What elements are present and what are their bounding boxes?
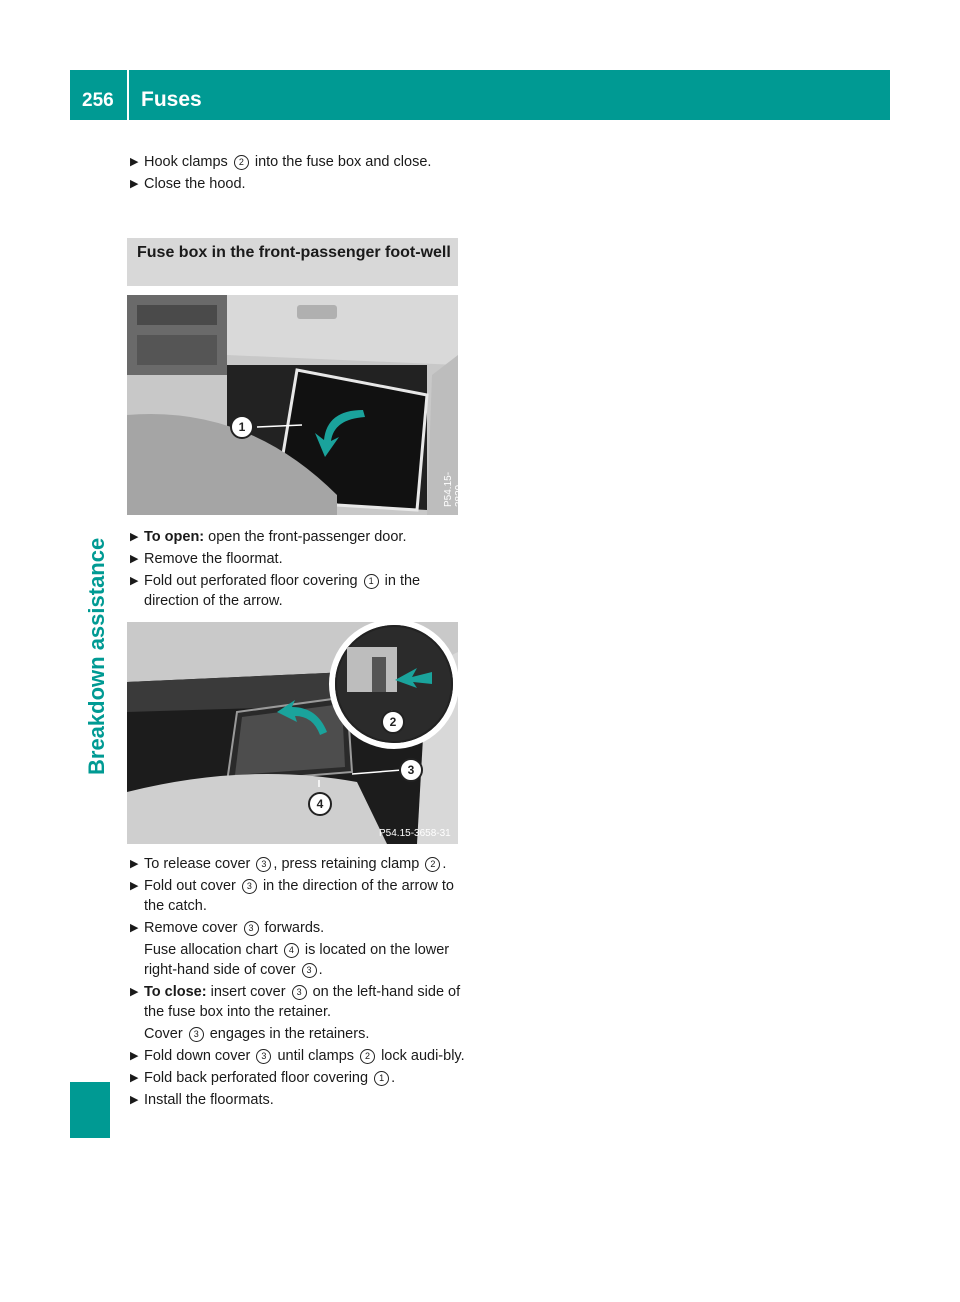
callout-number: 2: [425, 857, 440, 872]
note-cover-engages: Cover 3 engages in the retainers.: [144, 1026, 370, 1042]
figure-fuse-box-cover: [127, 622, 458, 844]
step-arrow-icon: ▶: [130, 178, 139, 190]
step-arrow-icon: ▶: [130, 1072, 139, 1084]
step-to-close: ▶ To close: insert cover 3 on the left-hand side of the fuse box into the retainer.: [130, 984, 461, 1020]
callout-number: 3: [189, 1027, 204, 1042]
section-title: Fuses: [141, 88, 202, 111]
callout-number: 1: [364, 574, 379, 589]
figure2-callout-2: 2: [381, 710, 405, 734]
callout-number: 4: [284, 943, 299, 958]
step-arrow-icon: ▶: [130, 553, 139, 565]
header-divider: [127, 70, 129, 120]
mid-steps: [130, 527, 465, 613]
step-hook-clamps: ▶ Hook clamps 2 into the fuse box and close.: [130, 154, 432, 170]
footwell-illustration: [127, 295, 458, 515]
figure2-code: P54.15-3658-31: [379, 828, 451, 839]
step-close-hood: ▶ Close the hood.: [130, 176, 246, 192]
figure1-code: P54.15-3829-31: [443, 471, 476, 507]
callout-number: 1: [374, 1071, 389, 1086]
figure2-callout-4: 4: [308, 792, 332, 816]
figure2-callout-3: 3: [399, 758, 423, 782]
figure-footwell-covering: [127, 295, 476, 515]
step-arrow-icon: ▶: [130, 1050, 139, 1062]
step-fold-out-cover: ▶ Fold out cover 3 in the direction of the arrow to the catch.: [130, 878, 454, 914]
subheading: Fuse box in the front-passenger foot-well: [137, 244, 451, 261]
step-arrow-icon: ▶: [130, 922, 139, 934]
side-tab-marker: [70, 1082, 110, 1138]
callout-number: 2: [360, 1049, 375, 1064]
side-section-label: Breakdown assistance: [84, 537, 109, 775]
step-fold-back-covering: ▶ Fold back perforated floor covering 1 .: [130, 1070, 396, 1086]
callout-number: 3: [256, 857, 271, 872]
step-fold-down-cover: ▶ Fold down cover 3 until clamps 2 lock audi-bly.: [130, 1048, 465, 1064]
callout-number: 3: [244, 921, 259, 936]
note-fuse-chart: Fuse allocation chart 4 is located on the lower right-hand side of cover 3 .: [144, 942, 450, 978]
step-remove-floormat: ▶ Remove the floormat.: [130, 551, 283, 567]
figure1-callout-1: 1: [230, 415, 254, 439]
step-to-open: ▶ To open: open the front-passenger door.: [130, 529, 407, 545]
step-arrow-icon: ▶: [130, 575, 139, 587]
fuse-box-illustration: [127, 622, 458, 844]
step-arrow-icon: ▶: [130, 986, 139, 998]
top-steps: [130, 152, 465, 196]
page-number: 256: [82, 90, 114, 111]
step-arrow-icon: ▶: [130, 531, 139, 543]
callout-number: 3: [292, 985, 307, 1000]
step-remove-cover: ▶ Remove cover 3 forwards.: [130, 920, 325, 936]
callout-number: 3: [256, 1049, 271, 1064]
callout-number: 3: [242, 879, 257, 894]
step-arrow-icon: ▶: [130, 1094, 139, 1106]
callout-number: 3: [302, 963, 317, 978]
step-release-cover: ▶ To release cover 3 , press retaining clamp 2 .: [130, 856, 447, 872]
step-arrow-icon: ▶: [130, 156, 139, 168]
step-arrow-icon: ▶: [130, 880, 139, 892]
bottom-steps: [130, 854, 465, 1112]
step-arrow-icon: ▶: [130, 858, 139, 870]
step-install-floormats: ▶ Install the floormats.: [130, 1092, 274, 1108]
callout-number: 2: [234, 155, 249, 170]
step-fold-out-covering: ▶ Fold out perforated floor covering 1 in the direction of the arrow.: [130, 573, 421, 609]
